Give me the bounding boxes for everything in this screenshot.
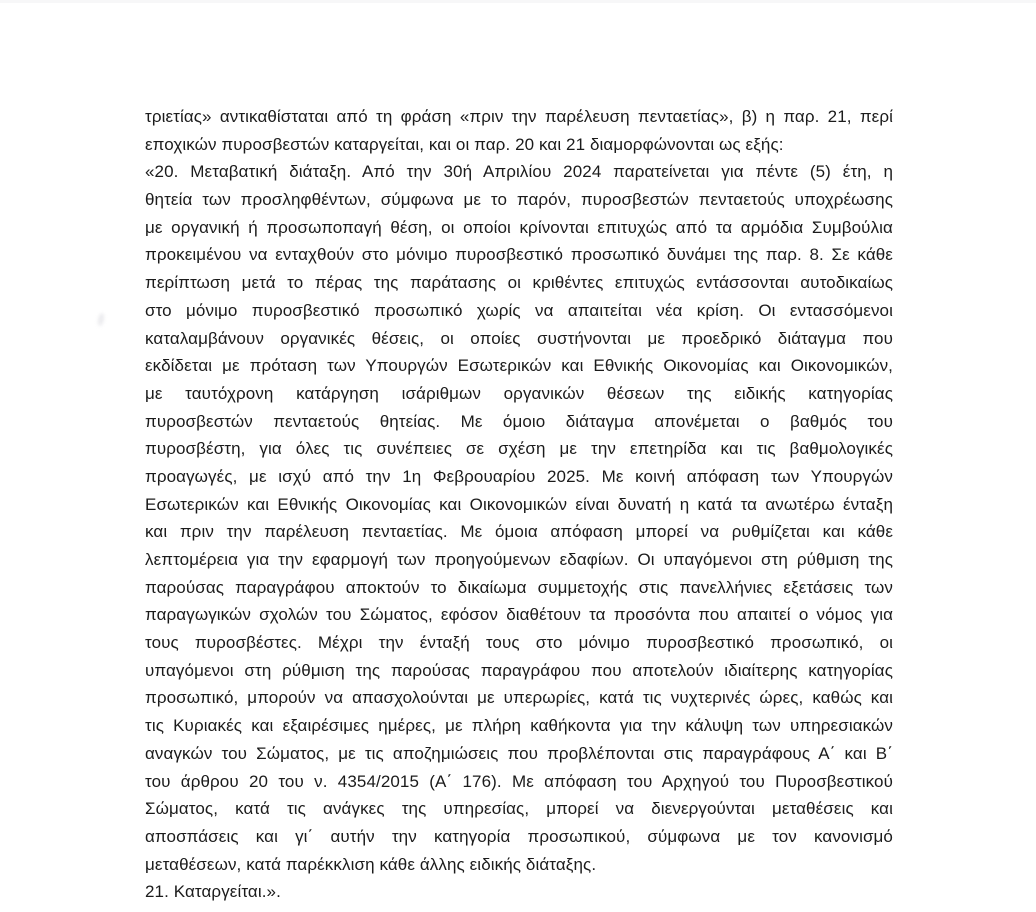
text-line: με οργανική ή προσωποπαγή θέση, οι οποίοι κρίνονται επιτυχώς από τα αρμόδια Συμβούλια bbox=[145, 217, 893, 237]
text-line: Εσωτερικών και Εθνικής Οικονομίας και Οικονομικών είναι δυνατή η κατά τα ανωτέρω ένταξη bbox=[145, 494, 893, 514]
text-line: αναγκών του Σώματος, με τις αποζημιώσεις που προβλέπονται στις παραγράφους Α΄ και Β΄ bbox=[145, 743, 893, 763]
text-line: και πριν την παρέλευση πενταετίας. Με όμοια απόφαση μπορεί να ρυθμίζεται και κάθε bbox=[145, 522, 893, 542]
text-line: εποχικών πυροσβεστών καταργείται, και οι παρ. 20 και 21 διαμορφώνονται ως εξής: bbox=[145, 134, 784, 154]
text-line: προαγωγές, με ισχύ από την 1η Φεβρουαρίου 2025. Με κοινή απόφαση των Υπουργών bbox=[145, 466, 893, 486]
text-line: τριετίας» αντικαθίσταται από τη φράση «πριν την παρέλευση πενταετίας», β) η παρ. 21, περί bbox=[145, 107, 893, 126]
text-line: υπαγόμενοι στη ρύθμιση της παρούσας παραγράφου που αποτελούν ιδιαίτερης κατηγορίας bbox=[145, 660, 893, 680]
text-line: καταλαμβάνουν οργανικές θέσεις, οι οποίες συστήνονται με προεδρικό διάταγμα που bbox=[145, 328, 893, 348]
text-line: του άρθρου 20 του ν. 4354/2015 (Α΄ 176). Με απόφαση του Αρχηγού του Πυροσβεστικού bbox=[145, 771, 893, 791]
text-line: παραγωγικών σχολών του Σώματος, εφόσον διαθέτουν τα προσόντα που απαιτεί ο νόμος για bbox=[145, 605, 893, 625]
text-line: τους πυροσβέστες. Μέχρι την ένταξή τους στο μόνιμο πυροσβεστικό προσωπικό, οι bbox=[145, 633, 893, 653]
text-line: μεταθέσεων, κατά παρέκκλιση κάθε άλλης ειδικής διάταξης. bbox=[145, 854, 597, 874]
text-line: στο μόνιμο πυροσβεστικό προσωπικό χωρίς να απαιτείται νέα κρίση. Οι εντασσόμενοι bbox=[145, 300, 893, 320]
text-line: προκειμένου να ενταχθούν στο μόνιμο πυροσβεστικό προσωπικό δυνάμει της παρ. 8. Σε κάθε bbox=[145, 245, 893, 265]
text-line: αποσπάσεις και γι΄ αυτήν την κατηγορία προσωπικού, σύμφωνα με τον κανονισμό bbox=[145, 826, 893, 846]
text-line: Σώματος, κατά τις ανάγκες της υπηρεσίας, μπορεί να διενεργούνται μεταθέσεις και bbox=[145, 799, 893, 819]
text-line: «20. Μεταβατική διάταξη. Από την 30ή Απριλίου 2024 παρατείνεται για πέντε (5) έτη, η bbox=[145, 162, 893, 182]
text-line: εκδίδεται με πρόταση των Υπουργών Εσωτερικών και Εθνικής Οικονομίας και Οικονομικών, bbox=[145, 356, 893, 376]
text-line: 21. Καταργείται.». bbox=[145, 882, 281, 902]
text-line: πυροσβεστών πενταετούς θητείας. Με όμοιο διάταγμα απονέμεται ο βαθμός του bbox=[145, 411, 893, 431]
text-line: με ταυτόχρονη κατάργηση ισάριθμων οργανικών θέσεων της ειδικής κατηγορίας bbox=[145, 383, 893, 403]
text-line: τις Κυριακές και εξαιρέσιμες ημέρες, με πλήρη καθήκοντα για την κάλυψη των υπηρεσιακών bbox=[145, 716, 893, 736]
text-line: θητεία των προσληφθέντων, σύμφωνα με το παρόν, πυροσβεστών πενταετούς υποχρέωσης bbox=[145, 190, 893, 210]
document-text-block bbox=[145, 103, 893, 906]
scan-smudge-artifact bbox=[97, 313, 106, 327]
text-line: προσωπικό, μπορούν να απασχολούνται με υπερωρίες, κατά τις νυχτερινές ώρες, καθώς και bbox=[145, 688, 893, 708]
scan-edge-artifact bbox=[0, 0, 1036, 3]
text-line: λεπτομέρεια για την εφαρμογή των προηγούμενων εδαφίων. Οι υπαγόμενοι στη ρύθμιση της bbox=[145, 550, 893, 569]
text-line: πυροσβέστη, για όλες τις συνέπειες σε σχέση με την επετηρίδα και τις βαθμολογικές bbox=[145, 439, 893, 459]
text-line: περίπτωση μετά το πέρας της παράτασης οι κριθέντες επιτυχώς εντάσσονται αυτοδικαίως bbox=[145, 273, 893, 293]
text-line: παρούσας παραγράφου αποκτούν το δικαίωμα συμμετοχής στις πανελλήνιες εξετάσεις των bbox=[145, 577, 893, 597]
